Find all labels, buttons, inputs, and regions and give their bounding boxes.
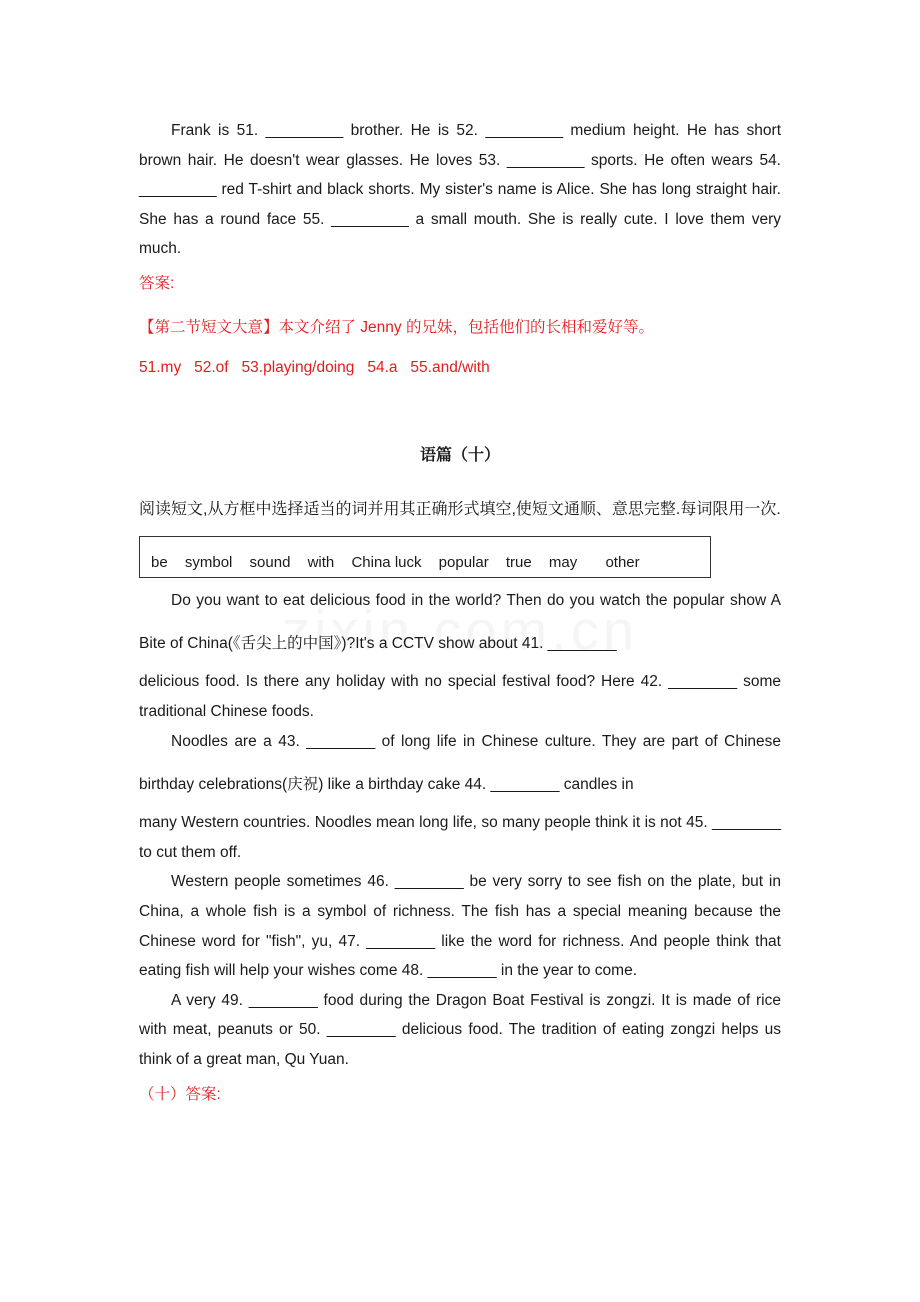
document-page <box>139 116 781 1107</box>
passage-paragraph-2b: many Western countries. Noodles mean long life, so many people think it is not 45. ________ to cut them off. <box>139 814 781 861</box>
passage-paragraph-2a: Noodles are a 43. ________ of long life in Chinese culture. They are part of Chinese birthday celebrations(庆祝) like a birthday cake 44. ________ candles in <box>139 733 781 794</box>
passage-summary: 【第二节短文大意】本文介绍了 Jenny 的兄妹，包括他们的长相和爱好等。 <box>139 318 654 336</box>
word-bank-item: with <box>307 553 335 571</box>
word-bank-item: China luck <box>351 553 422 571</box>
word-bank-item: sound <box>249 553 291 571</box>
passage-paragraph-4: A very 49. ________ food during the Dragon Boat Festival is zongzi. It is made of rice with meat, peanuts or 50. ________ delicious food. The tradition of eating zongzi helps us think of a great man, Qu Yuan. <box>139 991 781 1068</box>
word-bank-item: other <box>605 553 640 571</box>
passage-paragraph-3: Western people sometimes 46. ________ be very sorry to see fish on the plate, but in China, a whole fish is a symbol of richness. The fish has a special meaning because the Chinese word for "fish", yu, 47. ________ like the word for richness. And people think that eating fish will help your wishes come 48. ________ in the year to come. <box>139 873 781 980</box>
word-bank-item: symbol <box>184 553 233 571</box>
answer-key: 51.my 52.of 53.playing/doing 54.a 55.and/with <box>139 358 490 376</box>
answer-label-10: （十）答案: <box>139 1085 221 1103</box>
word-bank-box <box>139 536 711 578</box>
passage-paragraph-1a: Do you want to eat delicious food in the world? Then do you watch the popular show A Bite of China(《舌尖上的中国》)?It's a CCTV show about 41. ________ <box>139 591 781 652</box>
word-bank-item: may <box>548 553 578 571</box>
word-bank-item: popular <box>438 553 489 571</box>
word-bank-item: true <box>505 553 532 571</box>
word-bank-item: be <box>151 553 168 571</box>
instructions: 阅读短文,从方框中选择适当的词并用其正确形式填空,使短文通顺、意思完整.每词限用一次. <box>139 500 781 518</box>
section-title: 语篇（十） <box>419 446 500 464</box>
passage-paragraph-1b: delicious food. Is there any holiday with no special festival food? Here 42. ________ some traditional Chinese foods. <box>139 672 781 720</box>
answer-label: 答案: <box>139 274 175 292</box>
passage-paragraph: Frank is 51. _________ brother. He is 52. _________ medium height. He has short brown hair. He doesn't wear glasses. He loves 53. _________ sports. He often wears 54. _________ red T-shirt and black shorts. My sister's name is Alice. She has long straight hair. She has a round face 55. _________ a small mouth. She is really cute. I love them very much. <box>139 122 781 258</box>
